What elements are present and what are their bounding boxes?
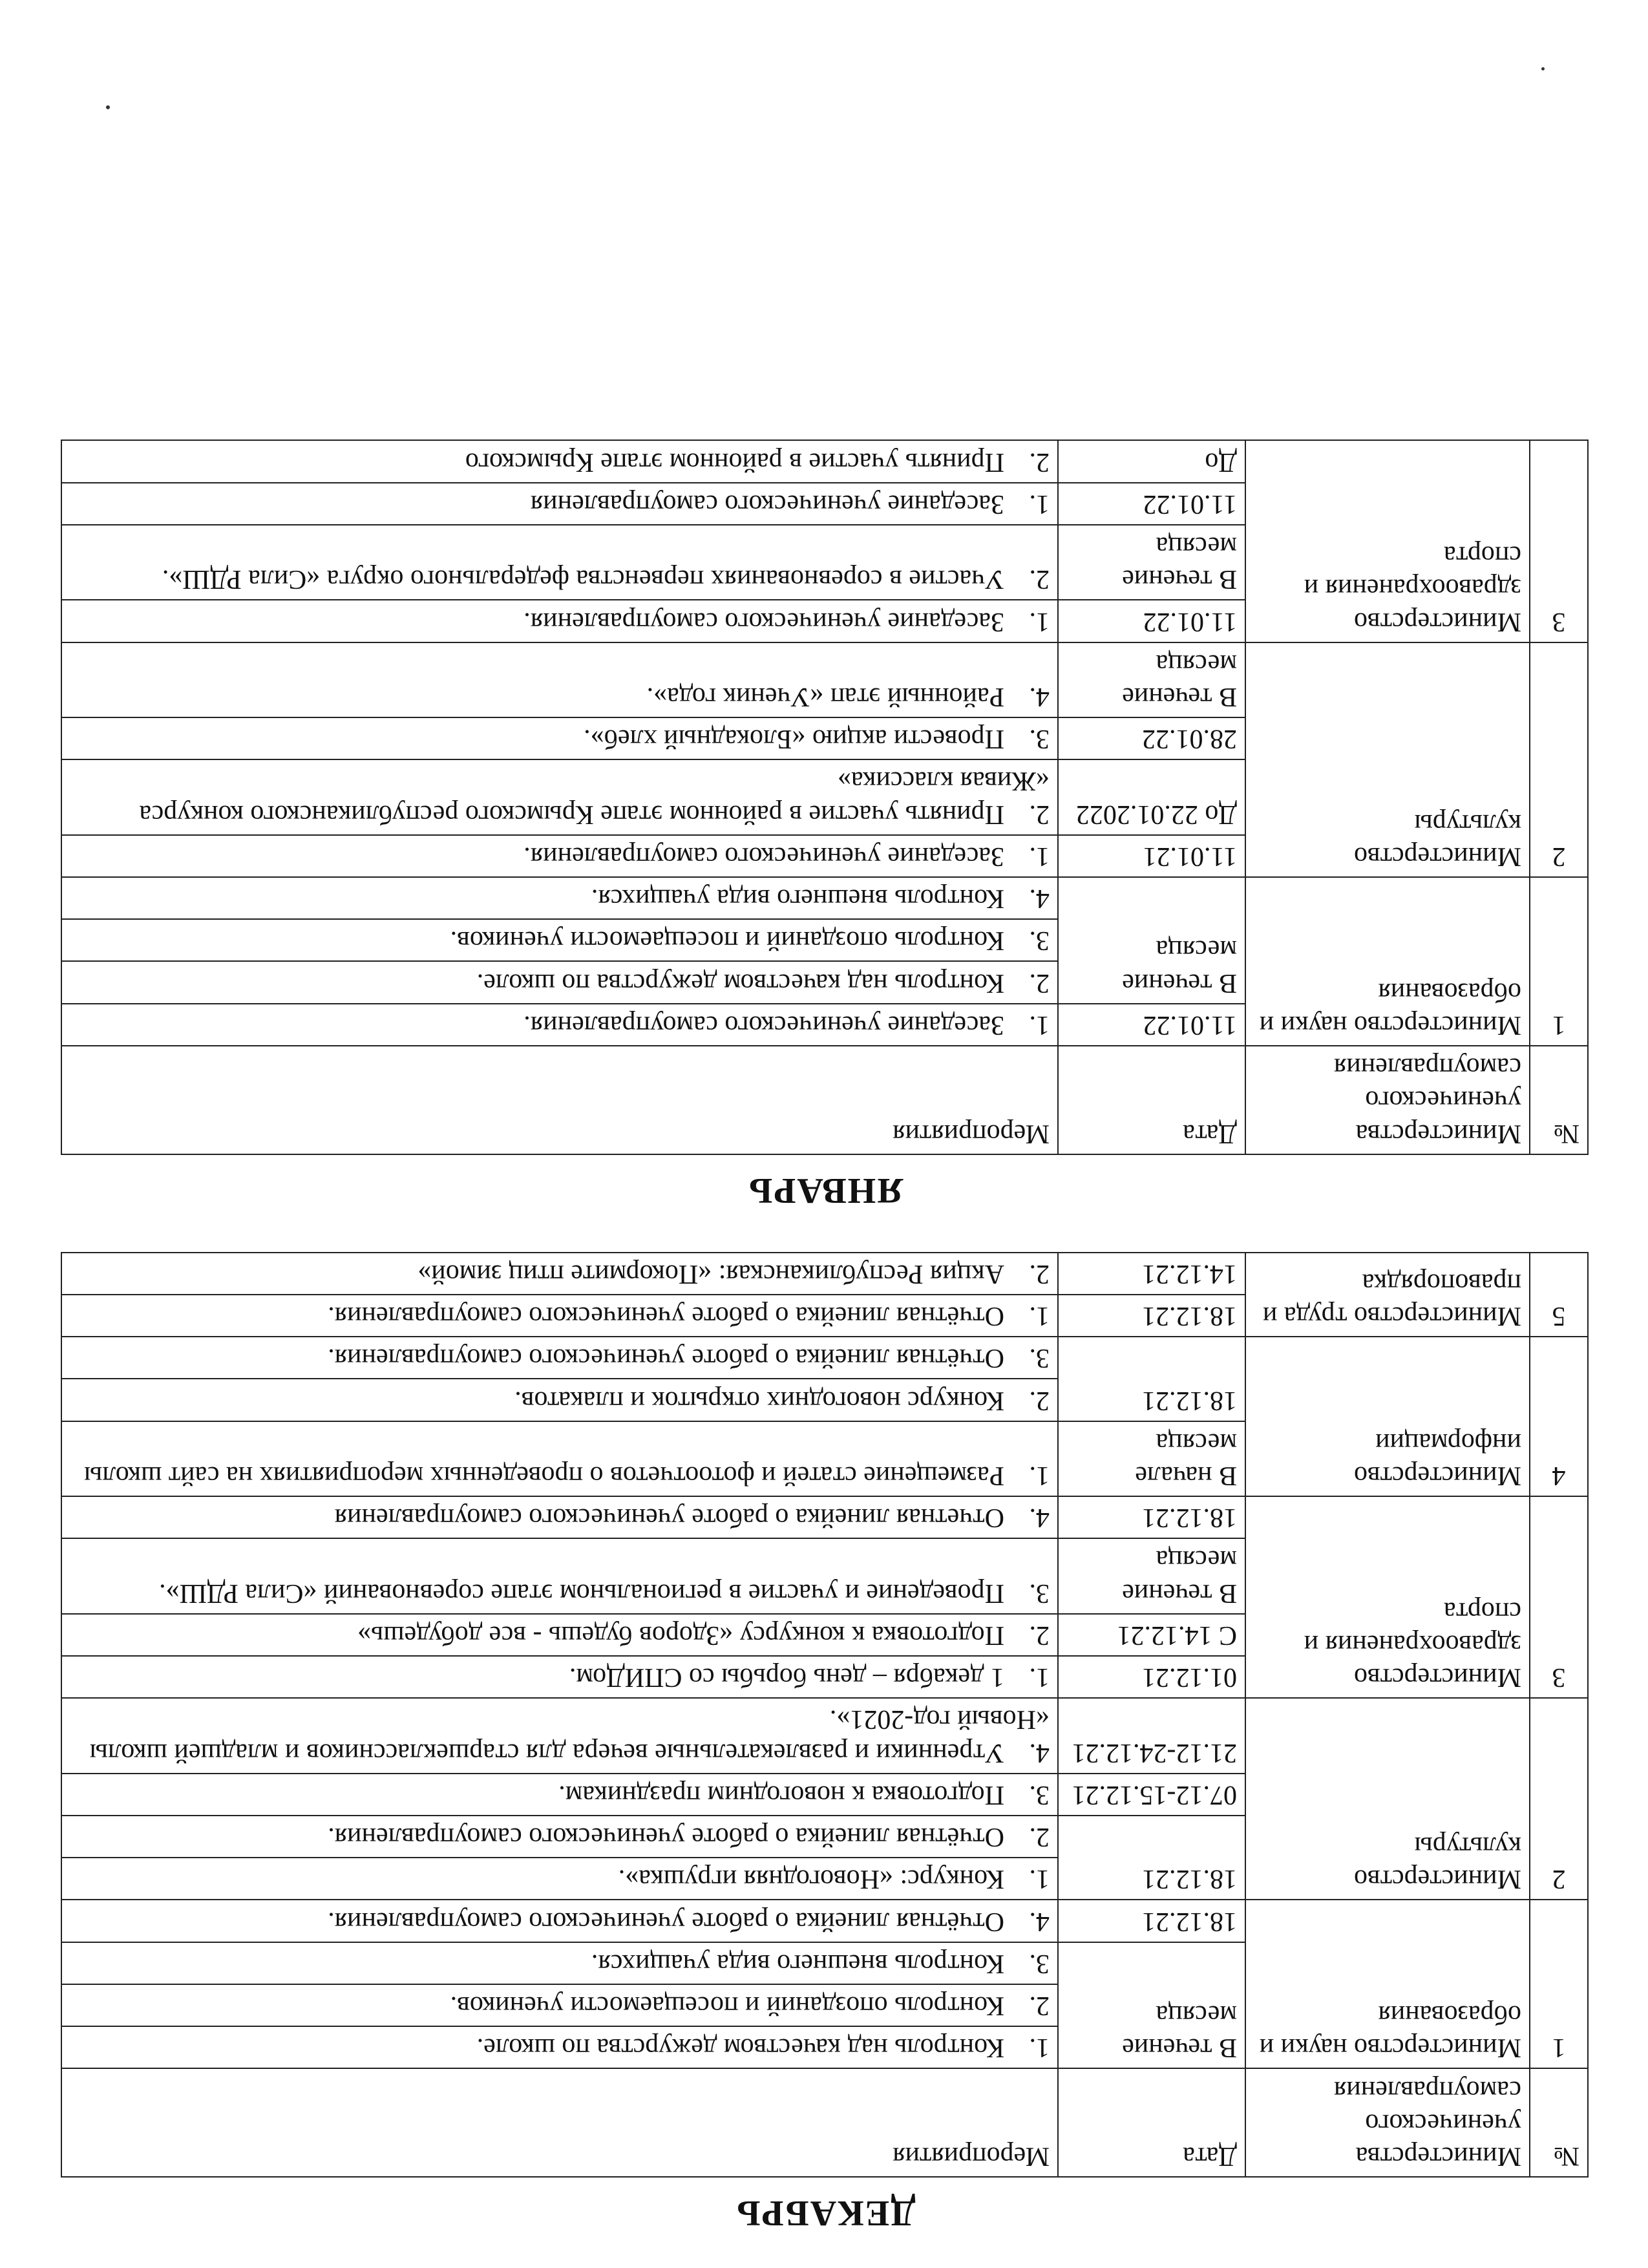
event-cell (61, 1984, 1058, 2026)
event-text: Отчётная линейка о работе ученического самоуправления. (328, 1906, 1004, 1936)
event-text: Подготовка к новогодним праздникам. (558, 1779, 1004, 1810)
event-date: В течение месяца (1058, 642, 1245, 717)
event-number: 2. (1029, 799, 1050, 829)
event-number: 1. (1029, 1864, 1050, 1894)
event-text: Отчётная линейка о работе ученического самоуправления. (328, 1301, 1004, 1331)
row-number: 1 (1530, 1900, 1588, 2068)
event-number: 3. (1029, 1578, 1050, 1608)
event-cell (61, 1421, 1058, 1496)
event-number: 2. (1029, 1991, 1050, 2021)
event-cell (61, 1379, 1058, 1421)
scan-dot (106, 105, 110, 109)
event-cell (61, 1496, 1058, 1538)
event-number: 3. (1029, 724, 1050, 754)
event-cell (61, 483, 1058, 525)
december-header-row (61, 2068, 1588, 2177)
event-date: 21.12-24.12.21 (1058, 1698, 1245, 1773)
event-text: Контроль внешнего вида учащихся. (591, 884, 1004, 914)
event-date: 07.12-15.12.21 (1058, 1774, 1245, 1816)
event-cell (61, 600, 1058, 642)
row-number: 4 (1530, 1337, 1588, 1496)
event-text: Отчётная линейка о работе ученического самоуправления. (328, 1343, 1004, 1373)
event-text: Районный этап «Ученик года». (646, 682, 1004, 712)
event-text: Принять участие в районном этапе Крымского республиканского конкурса «Живая классика» (139, 766, 1050, 829)
event-date: 14.12.21 (1058, 1253, 1245, 1295)
event-number: 3. (1029, 1948, 1050, 1978)
event-number: 2. (1029, 1620, 1050, 1650)
event-number: 3. (1029, 926, 1050, 956)
event-date: 18.12.21 (1058, 1496, 1245, 1538)
event-date: В течение месяца (1058, 1538, 1245, 1613)
row-number: 3 (1530, 440, 1588, 642)
row-number: 5 (1530, 1253, 1588, 1337)
event-cell (61, 1004, 1058, 1046)
ministry-name: Министерство науки и образования (1245, 877, 1530, 1046)
event-text: Контроль над качеством дежурства по школе. (476, 2033, 1004, 2063)
event-cell (61, 440, 1058, 482)
event-number: 4. (1029, 1503, 1050, 1533)
header-events: Мероприятия (61, 2068, 1058, 2177)
event-number: 4. (1029, 1906, 1050, 1936)
event-cell (61, 2026, 1058, 2068)
table-row (61, 2026, 1588, 2068)
page-content (62, 440, 1589, 2249)
event-cell (61, 1858, 1058, 1900)
event-number: 1. (1029, 2033, 1050, 2063)
table-row (61, 1421, 1588, 1496)
event-text: Конкурс новогодних открыток и плакатов. (514, 1385, 1004, 1415)
event-number: 2. (1029, 447, 1050, 477)
event-text: Проведение и участие в региональном этапе соревнований «Сила РДШ». (159, 1578, 1004, 1608)
event-cell (61, 919, 1058, 961)
event-number: 2. (1029, 1385, 1050, 1415)
table-row (61, 1858, 1588, 1900)
event-number: 1. (1029, 1662, 1050, 1693)
event-text: Участие в соревнованиях первенства федерального округа «Сила РДШ». (162, 564, 1004, 595)
event-text: 1 декабря – день борьбы со СПИДом. (569, 1662, 1004, 1693)
header-date: Дата (1058, 2068, 1245, 2177)
event-number: 1. (1029, 1461, 1050, 1491)
event-cell (61, 759, 1058, 834)
event-number: 1. (1029, 1301, 1050, 1331)
event-text: Провести акцию «Блокадный хлеб». (584, 724, 1004, 754)
event-text: Размещение статей и фотоотчетов о проведенных мероприятиях на сайт школы (84, 1461, 1004, 1491)
event-text: Отчётная линейка о работе ученического самоуправления. (328, 1822, 1004, 1852)
event-cell (61, 1614, 1058, 1656)
event-cell (61, 1253, 1058, 1295)
event-date: 18.12.21 (1058, 1295, 1245, 1337)
event-cell (61, 1698, 1058, 1773)
ministry-name: Министерство здравоохранения и спорта (1245, 440, 1530, 642)
row-number: 3 (1530, 1496, 1588, 1698)
event-text: Утренники и развлекательные вечера для старшеклассников и младшей школы «Новый год-2021». (89, 1704, 1050, 1768)
event-date: 11.01.21 (1058, 835, 1245, 877)
event-text: Заседание ученического самоуправления. (523, 1010, 1004, 1040)
event-text: Контроль внешнего вида учащихся. (591, 1948, 1004, 1978)
header-ministry: Министерства ученического самоуправления (1245, 1046, 1530, 1154)
event-date: 01.12.21 (1058, 1656, 1245, 1698)
january-title: ЯНВАРЬ (747, 1170, 903, 1211)
table-row (61, 1004, 1588, 1046)
header-no: № (1530, 1046, 1588, 1154)
event-cell (61, 1295, 1058, 1337)
ministry-name: Министерство труда и правопорядка (1245, 1253, 1530, 1337)
event-number: 2. (1029, 1822, 1050, 1852)
event-text: Акция Республиканская: «Покормите птиц зимой» (417, 1258, 1004, 1289)
event-text: Заседание ученического самоуправления. (523, 606, 1004, 637)
header-date: Дата (1058, 1046, 1245, 1154)
event-number: 1. (1029, 606, 1050, 637)
header-no: № (1530, 2068, 1588, 2177)
event-number: 2. (1029, 968, 1050, 998)
january-rows (61, 440, 1588, 1046)
event-text: Заседание ученического самоуправления (530, 489, 1004, 519)
event-text: Заседание ученического самоуправления. (523, 841, 1004, 871)
ministry-name: Министерство культуры (1245, 1698, 1530, 1900)
event-date: До (1058, 440, 1245, 482)
event-date: 11.01.22 (1058, 483, 1245, 525)
event-cell (61, 1656, 1058, 1698)
event-text: Контроль опозданий и посещаемости учеников. (450, 1991, 1004, 2021)
event-date: 18.12.21 (1058, 1900, 1245, 1942)
event-date: С 14.12.21 (1058, 1614, 1245, 1656)
event-number: 2. (1029, 564, 1050, 595)
scan-dot (1541, 67, 1545, 70)
event-date: В течение месяца (1058, 525, 1245, 600)
event-cell (61, 525, 1058, 600)
event-text: Отчетная линейка о работе ученического самоуправления (334, 1503, 1004, 1533)
ministry-name: Министерство науки и образования (1245, 1900, 1530, 2068)
event-text: Контроль над качеством дежурства по школе. (476, 968, 1004, 998)
event-cell (61, 1816, 1058, 1858)
event-date: В течение месяца (1058, 1942, 1245, 2069)
event-text: Подготовка к конкурсу «Здоров будешь - все добудешь» (357, 1620, 1004, 1650)
december-rows (61, 1253, 1588, 2069)
event-date: 11.01.22 (1058, 600, 1245, 642)
event-number: 1. (1029, 1010, 1050, 1040)
header-ministry: Министерства ученического самоуправления (1245, 2068, 1530, 2177)
ministry-name: Министерство здравоохранения и спорта (1245, 1496, 1530, 1698)
event-cell (61, 1774, 1058, 1816)
event-date: В течение месяца (1058, 877, 1245, 1004)
event-cell (61, 835, 1058, 877)
event-text: Конкурс: «Новогодняя игрушка». (618, 1864, 1004, 1894)
january-table (61, 440, 1589, 1154)
event-cell (61, 1900, 1058, 1942)
event-number: 4. (1029, 682, 1050, 712)
ministry-name: Министерство культуры (1245, 642, 1530, 877)
event-date: 28.01.22 (1058, 717, 1245, 759)
event-cell (61, 717, 1058, 759)
table-row (61, 1656, 1588, 1698)
event-date: 11.01.22 (1058, 1004, 1245, 1046)
event-cell (61, 1942, 1058, 1984)
event-date: До 22.01.2022 (1058, 759, 1245, 834)
row-number: 2 (1530, 642, 1588, 877)
event-date: 18.12.21 (1058, 1337, 1245, 1421)
row-number: 1 (1530, 877, 1588, 1046)
ministry-name: Министерство информации (1245, 1337, 1530, 1496)
table-row (61, 835, 1588, 877)
december-title: ДЕКАБРЬ (735, 2193, 916, 2233)
event-number: 3. (1029, 1343, 1050, 1373)
event-cell (61, 642, 1058, 717)
event-number: 4. (1029, 1737, 1050, 1768)
event-number: 3. (1029, 1779, 1050, 1810)
header-events: Мероприятия (61, 1046, 1058, 1154)
event-cell (61, 877, 1058, 919)
event-cell (61, 1538, 1058, 1613)
event-number: 4. (1029, 884, 1050, 914)
january-header-row (61, 1046, 1588, 1154)
event-cell (61, 961, 1058, 1003)
event-text: Контроль опозданий и посещаемости учеников. (450, 926, 1004, 956)
december-table (61, 1252, 1589, 2178)
event-text: Принять участие в районном этапе Крымского (465, 447, 1004, 477)
event-number: 1. (1029, 841, 1050, 871)
event-number: 2. (1029, 1258, 1050, 1289)
event-cell (61, 1337, 1058, 1379)
row-number: 2 (1530, 1698, 1588, 1900)
table-row (61, 600, 1588, 642)
event-date: В начале месяца (1058, 1421, 1245, 1496)
table-row (61, 1295, 1588, 1337)
event-number: 1. (1029, 489, 1050, 519)
event-date: 18.12.21 (1058, 1816, 1245, 1900)
